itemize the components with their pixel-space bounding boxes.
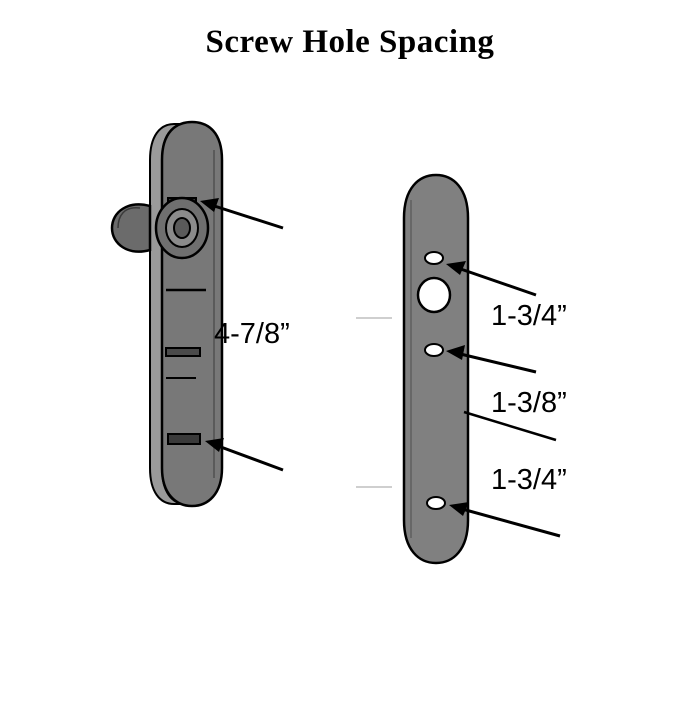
knob-spindle-hole: [174, 218, 190, 238]
left-plate-lower-screw-hole: [168, 434, 200, 444]
right-plate-cylinder-hole: [418, 278, 450, 312]
left-plate-group: [112, 122, 283, 506]
dimension-label-right-middle: 1-3/8”: [491, 387, 567, 419]
dimension-label-left-plate: 4-7/8”: [214, 318, 290, 350]
right-plate-middle-screw-hole: [425, 344, 443, 356]
right-plate-top-screw-hole: [425, 252, 443, 264]
dimension-label-right-bottom: 1-3/4”: [491, 464, 567, 496]
left-plate-detail-slot: [166, 348, 200, 356]
page-title: Screw Hole Spacing: [205, 24, 495, 60]
right-plate-group: [356, 175, 560, 563]
right-plate-bottom-screw-hole: [427, 497, 445, 509]
dimension-label-right-top: 1-3/4”: [491, 300, 567, 332]
